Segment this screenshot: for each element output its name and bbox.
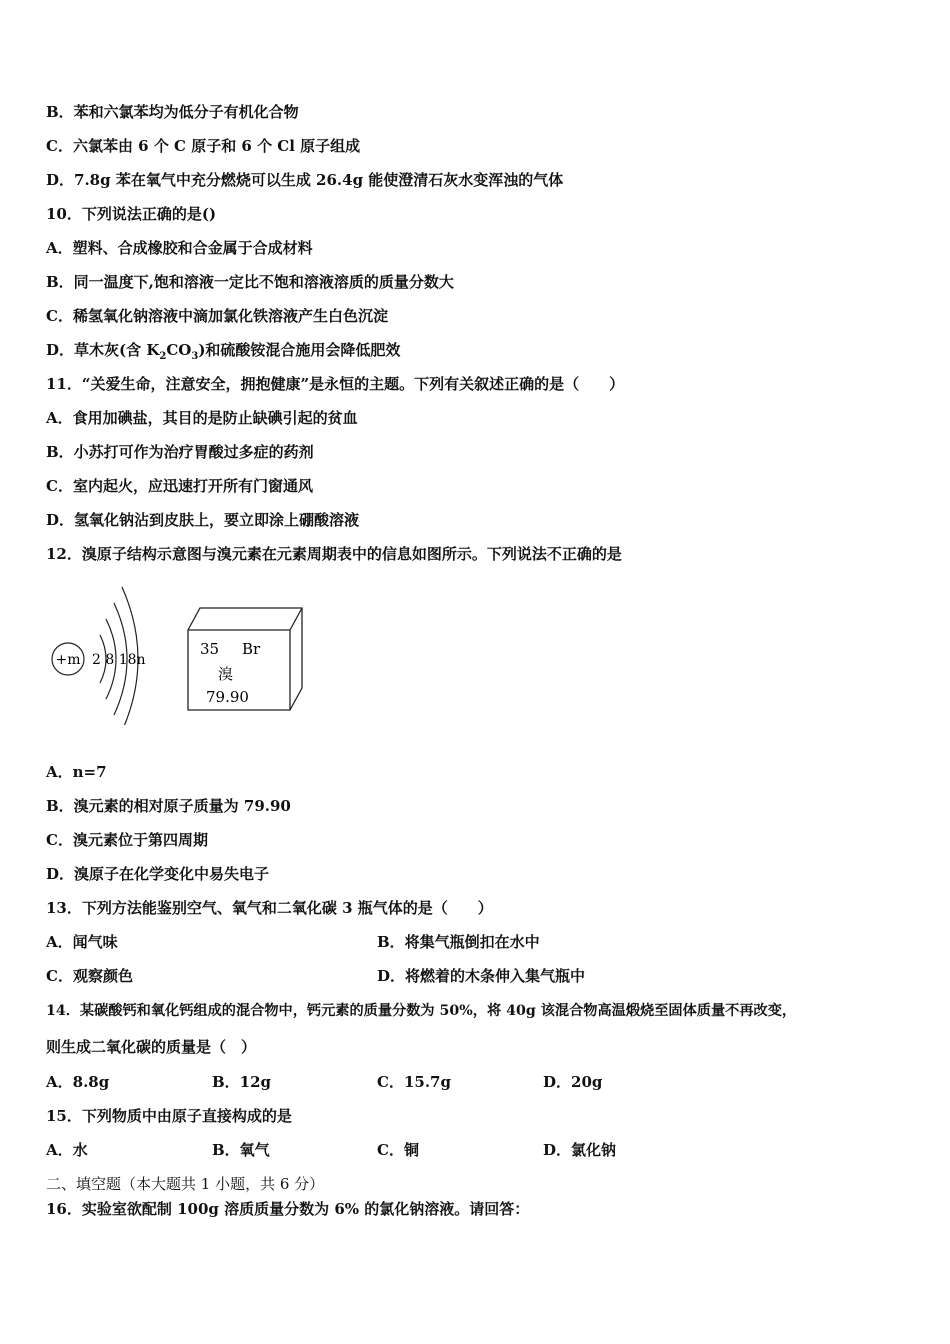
q10-option-c: C．稀氢氧化钠溶液中滴加氯化铁溶液产生白色沉淀 [46, 307, 388, 325]
q15-option-d: D．氯化钠 [543, 1141, 617, 1159]
q15-option-c: C．铜 [377, 1141, 419, 1159]
q10-option-a: A．塑料、合成橡胶和合金属于合成材料 [46, 239, 313, 257]
q10d-pre: D．草木灰(含 K [46, 341, 160, 359]
q10-option-d [46, 340, 400, 367]
q10d-mid: CO [166, 341, 192, 359]
q14-option-b: B．12g [212, 1073, 272, 1091]
bromine-diagram [40, 575, 310, 725]
atomic-mass: 79.90 [206, 688, 249, 706]
q14-option-a: A．8.8g [46, 1073, 110, 1091]
question-11: 11．“关爱生命，注意安全，拥抱健康”是永恒的主题。下列有关叙述正确的是（ ） [46, 375, 625, 393]
q11-option-a: A．食用加碘盐，其目的是防止缺碘引起的贫血 [46, 409, 358, 427]
nucleus-charge: +m [55, 652, 81, 668]
section-heading-fill-in: 二、填空题（本大题共 1 小题，共 6 分） [46, 1175, 325, 1193]
q12-option-a: A．n=7 [46, 763, 107, 781]
q11-option-c: C．室内起火，应迅速打开所有门窗通风 [46, 477, 313, 495]
q10d-post: )和硫酸铵混合施用会降低肥效 [198, 341, 401, 359]
question-15: 15．下列物质中由原子直接构成的是 [46, 1107, 292, 1125]
atom-structure-diagram [52, 587, 146, 725]
question-10: 10．下列说法正确的是() [46, 205, 217, 223]
q10-option-b: B．同一温度下,饱和溶液一定比不饱和溶液溶质的质量分数大 [46, 273, 454, 291]
question-13: 13．下列方法能鉴别空气、氧气和二氧化碳 3 瓶气体的是（ ） [46, 899, 493, 917]
q9-option-d: D．7.8g 苯在氧气中充分燃烧可以生成 26.4g 能使澄清石灰水变浑浊的气体 [46, 171, 564, 189]
q9-option-b: B．苯和六氯苯均为低分子有机化合物 [46, 103, 299, 121]
q13-option-b: B．将集气瓶倒扣在水中 [377, 933, 540, 951]
q9-option-c: C．六氯苯由 6 个 C 原子和 6 个 Cl 原子组成 [46, 137, 361, 155]
q14-option-c: C．15.7g [377, 1073, 451, 1091]
q15-option-b: B．氧气 [212, 1141, 270, 1159]
q12-option-c: C．溴元素位于第四周期 [46, 831, 208, 849]
element-name: 溴 [218, 665, 234, 683]
q10d-sub2: 3 [191, 351, 199, 362]
q15-option-a: A．水 [46, 1141, 88, 1159]
electron-shells: 2 8 18n [92, 652, 146, 668]
q13-option-d: D．将燃着的木条伸入集气瓶中 [377, 967, 586, 985]
element-symbol: Br [242, 640, 261, 658]
element-card [188, 608, 302, 710]
q14-option-d: D．20g [543, 1073, 603, 1091]
q13-option-a: A．闻气味 [46, 933, 118, 951]
question-16: 16．实验室欲配制 100g 溶质质量分数为 6% 的氯化钠溶液。请回答： [46, 1200, 530, 1218]
question-12: 12．溴原子结构示意图与溴元素在元素周期表中的信息如图所示。下列说法不正确的是 [46, 545, 622, 563]
atomic-number: 35 [200, 640, 220, 658]
q10d-sub1: 2 [159, 351, 167, 362]
q12-option-d: D．溴原子在化学变化中易失电子 [46, 865, 270, 883]
card-corner [290, 608, 302, 630]
q11-option-b: B．小苏打可作为治疗胃酸过多症的药剂 [46, 443, 314, 461]
question-14-continued: 则生成二氧化碳的质量是（ ） [46, 1038, 257, 1056]
question-14: 14．某碳酸钙和氧化钙组成的混合物中，钙元素的质量分数为 50%，将 40g 该混合物高温煅烧至固体质量不再改变， [46, 1003, 797, 1019]
q13-option-c: C．观察颜色 [46, 967, 133, 985]
q12-option-b: B．溴元素的相对原子质量为 79.90 [46, 797, 291, 815]
q11-option-d: D．氢氧化钠沾到皮肤上，要立即涂上硼酸溶液 [46, 511, 360, 529]
